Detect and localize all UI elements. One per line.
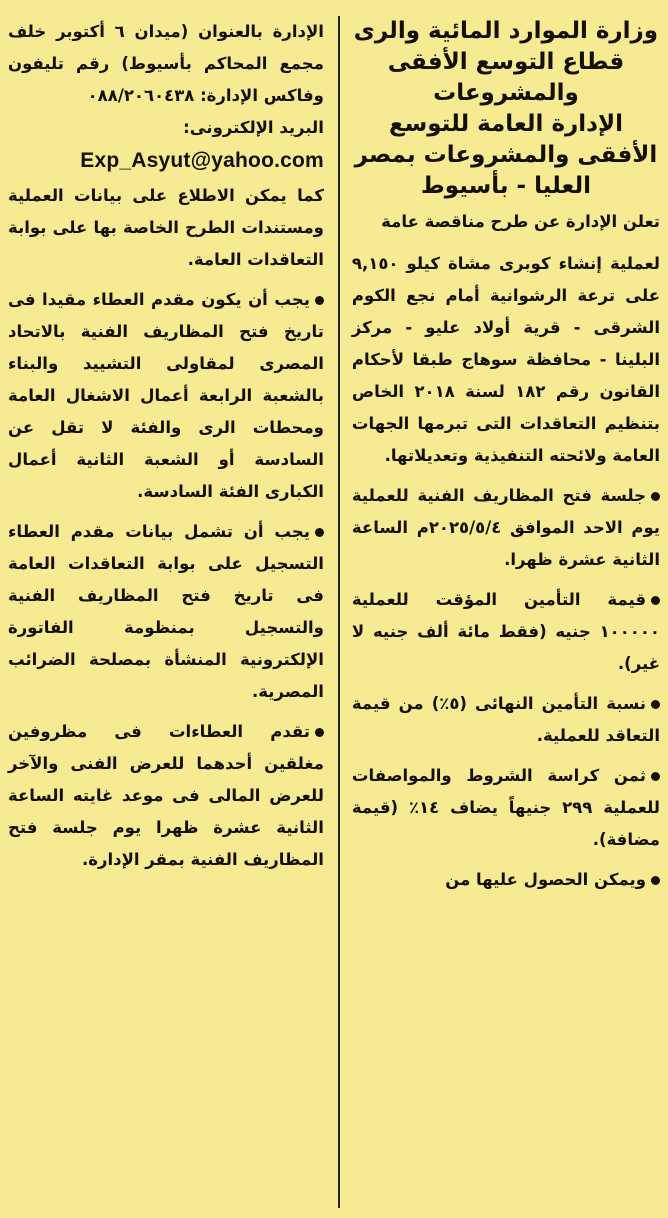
bullet-submission [8, 716, 324, 876]
email-address[interactable]: Exp_Asyut@yahoo.com [80, 149, 324, 172]
bullet-bidder-data [8, 516, 324, 708]
tender-intro: تعلن الإدارة عن طرح مناقصة عامة [381, 212, 660, 231]
bullet-dot-icon [315, 728, 324, 737]
bullet-text: قيمة التأمين المؤقت للعملية ١٠٠٠٠٠ جنيه (فقط مائة ألف جنيه لا غير). [351, 590, 660, 673]
bullet-final-insurance [352, 688, 660, 752]
right-column [346, 16, 660, 1208]
bullet-dot-icon [651, 700, 660, 709]
email-label: البريد الإلكترونى: [183, 118, 324, 137]
bullet-dot-icon [651, 772, 660, 781]
department-name: الإدارة العامة للتوسع الأفقى والمشروعات بمصر العليا - بأسيوط [354, 111, 658, 199]
bullet-dot-icon [651, 876, 660, 885]
bullet-text: تقدم العطاءات فى مظروفين مغلقين أحدهما للعرض الفنى والآخر للعرض المالى فى موعد غايته الساعة الثانية عشرة ظهرا يوم جلسة فتح المظاريف الفنية بمقر الإدارة. [8, 722, 324, 869]
ministry-name: وزارة الموارد المائية والرى [353, 18, 659, 44]
left-column [8, 16, 332, 1208]
bullet-dot-icon [651, 596, 660, 605]
bullet-dot-icon [651, 492, 660, 501]
bullet-text: ويمكن الحصول عليها من [445, 870, 646, 889]
bullet-booklet-price [352, 760, 660, 856]
bullet-contractor-registration [8, 284, 324, 508]
bullet-dot-icon [315, 528, 324, 537]
project-description: لعملية إنشاء كوبرى مشاة كيلو ٩,١٥٠ على ترعة الرشوانية أمام نجع الكوم الشرقى - قرية أولاد عليو - مركز البلينا - محافظة سوهاج طبقا لأحكام القانون رقم ١٨٢ لسنة ٢٠١٨ الخاص بتنظيم التعاقدات التى تبرمها الجهات العامة ولائحته التنفيذية وتعديلاتها. [351, 254, 660, 465]
bullet-text: يجب أن تشمل بيانات مقدم العطاء التسجيل على بوابة التعاقدات العامة فى تاريخ فتح المظاريف الفنية والتسجيل بمنظومة الفاتورة الإلكترونية المنشأة بمصلحة الضرائب المصرية. [8, 522, 324, 701]
portal-notice: كما يمكن الاطلاع على بيانات العملية ومستندات الطرح الخاصة بها على بوابة التعاقدات العامة. [8, 186, 324, 269]
bullet-text: جلسة فتح المظاريف الفنية للعملية يوم الاحد الموافق ٢٠٢٥/٥/٤م الساعة الثانية عشرة ظهرا. [351, 486, 660, 569]
column-divider [338, 16, 340, 1208]
bullet-dot-icon [315, 296, 324, 305]
department-address: الإدارة بالعنوان (ميدان ٦ أكتوبر خلف مجمع المحاكم بأسيوط) رقم تليفون وفاكس الإدارة: ٠٨٨/٢٠٦٠٤٣٨ [8, 22, 324, 105]
bullet-text: يجب أن يكون مقدم العطاء مقيدا فى تاريخ فتح المظاريف الفنية بالاتحاد المصرى لمقاولى التشييد والبناء بالشعبة الرابعة أعمال الاشغال العامة ومحطات الرى والفئة لا تقل عن السادسة أو الشعبة الثانية أعمال الكبارى الفئة السادسة. [8, 290, 324, 501]
bullet-temporary-insurance [352, 584, 660, 680]
bullet-text: ثمن كراسة الشروط والمواصفات للعملية ٢٩٩ جنيهاً يضاف ١٤٪ (قيمة مضافة). [351, 766, 660, 849]
bullet-opening-session [352, 480, 660, 576]
bullet-text: نسبة التأمين النهائى (٥٪) من قيمة التعاقد للعملية. [351, 694, 660, 745]
bullet-obtain-from [352, 864, 660, 896]
sector-name: قطاع التوسع الأفقى والمشروعات [387, 49, 625, 106]
